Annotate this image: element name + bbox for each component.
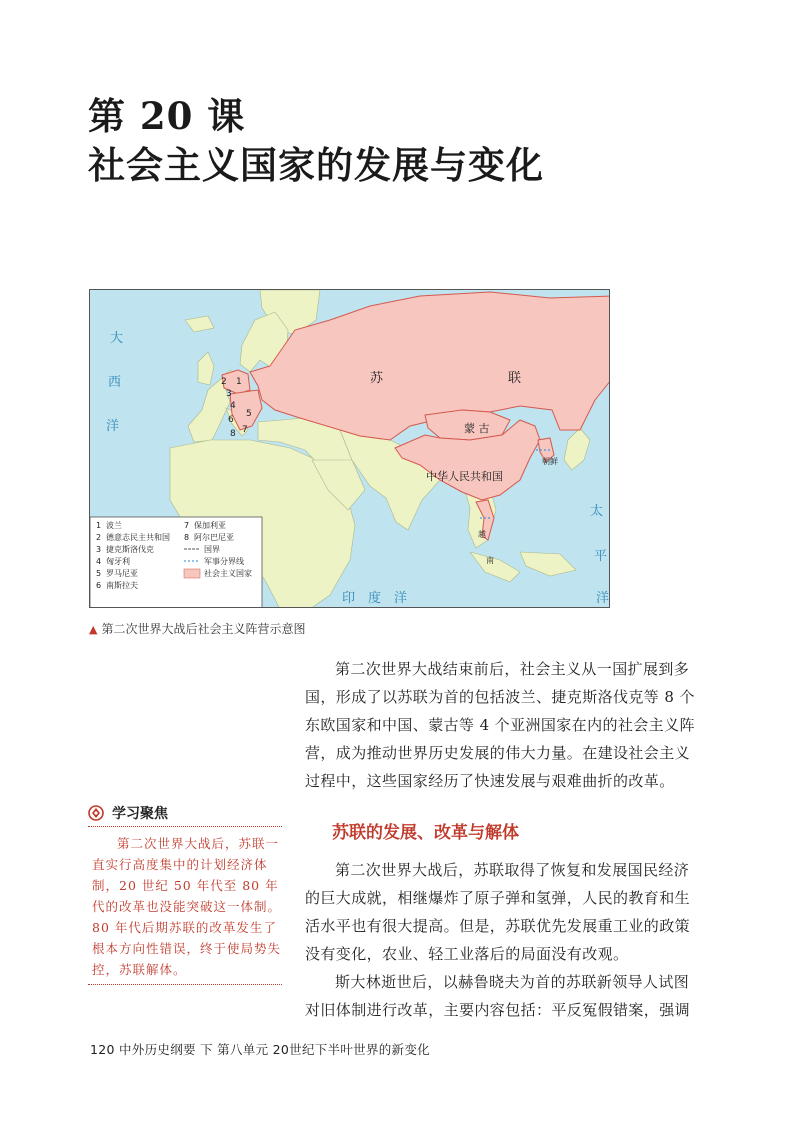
legend-num: 8	[184, 533, 190, 542]
label-lian: 联	[508, 371, 522, 386]
country-number: 8	[230, 429, 236, 439]
ocean-label: 太	[590, 504, 604, 519]
triangle-icon: ▲	[89, 623, 98, 636]
legend-num: 6	[96, 581, 102, 590]
legend-num: 7	[184, 521, 190, 530]
country-number: 7	[242, 425, 248, 435]
section-paragraph-1: 第二次世界大战后，苏联取得了恢复和发展国民经济的巨大成就，相继爆炸了原子弹和氢弹，人民的教育和生活水平也有很大提高。但是，苏联优先发展重工业的政策没有变化，农业、轻工业落后的局面没有改观。	[305, 861, 691, 963]
legend-country: 捷克斯洛伐克	[106, 545, 154, 554]
label-korea: 朝鲜	[542, 457, 558, 466]
legend-num: 1	[96, 521, 102, 530]
intro-paragraph: 第二次世界大战结束前后，社会主义从一国扩展到多国，形成了以苏联为首的包括波兰、捷克斯洛伐克等 8 个东欧国家和中国、蒙古等 4 个亚洲国家在内的社会主义阵营，成为推动世界历史发展的伟大力量。在建设社会主义过程中，这些国家经历了快速发展与艰难曲折的改革。	[305, 660, 695, 790]
country-number: 5	[246, 409, 252, 419]
legend-num: 5	[96, 569, 102, 578]
legend-country: 阿尔巴尼亚	[194, 533, 234, 542]
study-focus-icon	[88, 805, 104, 821]
ocean-label: 西	[108, 375, 122, 390]
legend-country: 德意志民主共和国	[106, 533, 170, 542]
country-number: 6	[228, 415, 234, 425]
ocean-label: 洋	[596, 591, 610, 606]
country-number: 4	[230, 401, 236, 411]
legend-socialist-swatch	[184, 569, 200, 578]
study-focus-heading: 学习聚焦	[112, 806, 168, 822]
label-yue: 越	[478, 530, 486, 539]
ocean-label: 洋	[394, 591, 408, 606]
lesson-number: 第 20 课	[88, 94, 246, 138]
map-caption	[89, 620, 305, 637]
legend-military-label: 军事分界线	[204, 557, 244, 566]
legend-num: 2	[96, 533, 102, 542]
label-mongolia: 蒙 古	[464, 422, 490, 435]
section-paragraph-2: 斯大林逝世后，以赫鲁晓夫为首的苏联新领导人试图对旧体制进行改革，主要内容包括：平反冤假错案，强调	[305, 973, 691, 1019]
country-number: 3	[226, 389, 232, 399]
legend-socialist-label: 社会主义国家	[204, 569, 252, 578]
ocean-label: 大	[110, 331, 124, 346]
ocean-label: 洋	[106, 419, 120, 434]
legend-country: 波兰	[106, 521, 122, 530]
caption-text: 第二次世界大战后社会主义阵营示意图	[101, 622, 306, 636]
legend-country: 保加利亚	[194, 521, 226, 530]
section-heading: 苏联的发展、改革与解体	[332, 823, 519, 843]
ocean-label: 平	[594, 549, 608, 564]
study-focus-box	[88, 800, 282, 985]
legend-num: 3	[96, 545, 102, 554]
label-china: 中华人民共和国	[426, 470, 503, 483]
ocean-label: 印	[342, 591, 356, 606]
study-focus-divider	[88, 984, 282, 985]
label-nan: 南	[486, 556, 494, 565]
legend-num: 4	[96, 557, 102, 566]
country-number: 1	[236, 377, 242, 387]
legend-border-label: 国界	[204, 545, 220, 554]
page-footer: 120 中外历史纲要 下 第八单元 20世纪下半叶世界的新变化	[90, 1042, 430, 1057]
lesson-title: 社会主义国家的发展与变化	[88, 143, 544, 187]
ocean-label: 度	[368, 591, 382, 606]
legend-country: 匈牙利	[106, 557, 130, 566]
label-su: 苏	[370, 371, 384, 386]
socialist-camp-map	[89, 289, 610, 608]
legend-country: 罗马尼亚	[106, 569, 138, 578]
study-focus-text: 第二次世界大战后，苏联一直实行高度集中的计划经济体制，20 世纪 50 年代至 80 年代的改革也没能突破这一体制。80 年代后期苏联的改革发生了根本方向性错误，终于使局势失控，苏联解体。	[92, 836, 282, 977]
country-number: 2	[221, 377, 227, 387]
legend-country: 南斯拉夫	[106, 581, 138, 590]
